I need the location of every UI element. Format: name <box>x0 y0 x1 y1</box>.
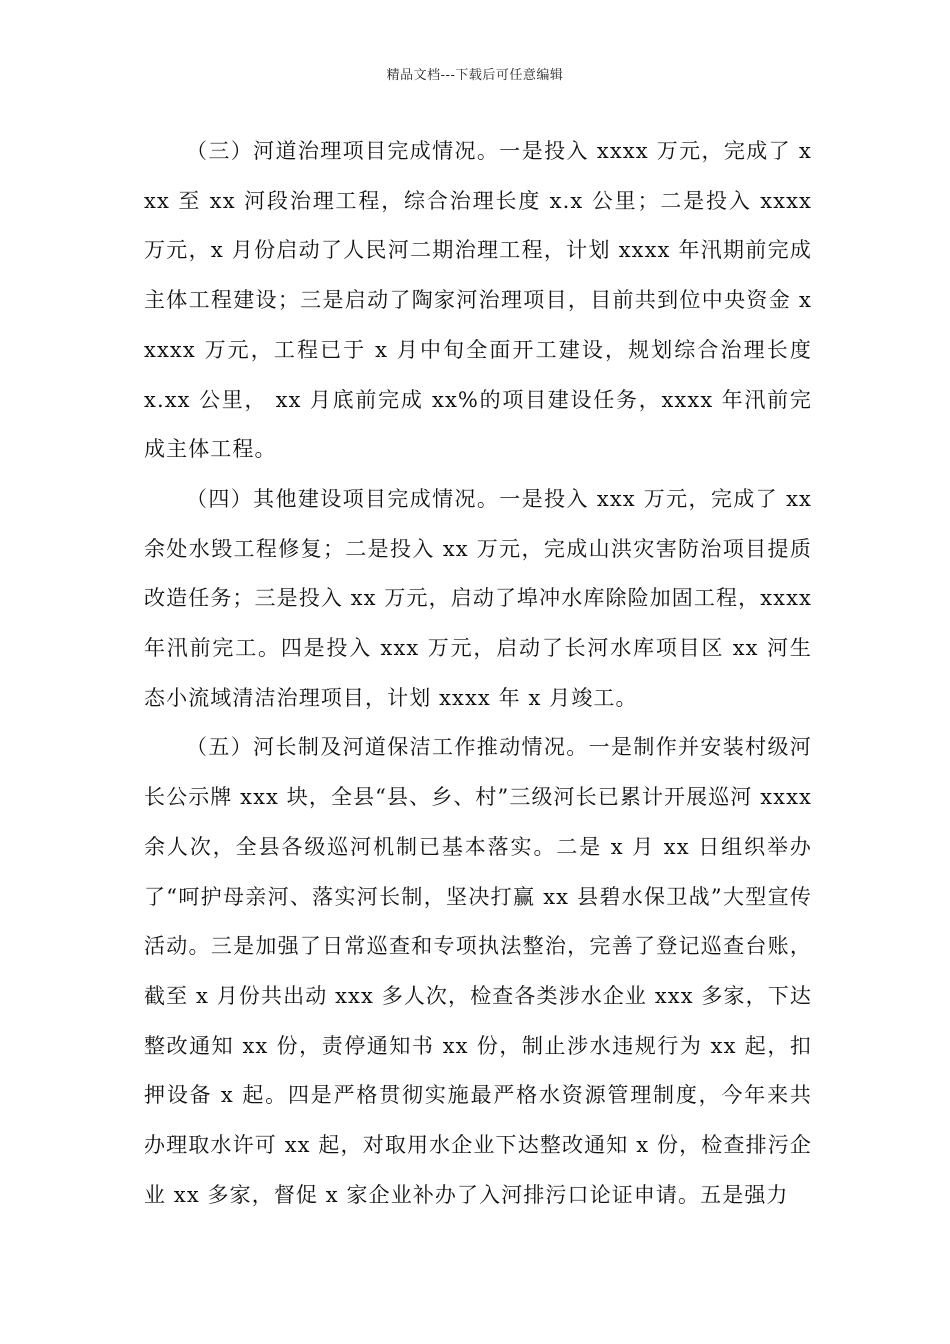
paragraph-other-projects: （四）其他建设项目完成情况。一是投入 xxx 万元，完成了 xx 余处水毁工程修复；二是投入 xx 万元，完成山洪灾害防治项目提质改造任务；三是投入 xx 万元，启动了埠冲水库除险加固工程，xxxx 年汛前完工。四是投入 xxx 万元，启动了长河水库项目区 xx 河生态小流域清洁治理项目，计划 xxxx 年 x 月竣工。 <box>144 486 812 710</box>
document-body <box>144 127 812 1220</box>
paragraph-river-governance: （三）河道治理项目完成情况。一是投入 xxxx 万元，完成了 xxx 至 xx 河段治理工程，综合治理长度 x.x 公里；二是投入 xxxx 万元，x 月份启动了人民河二期治理工程，计划 xxxx 年汛期前完成主体工程建设；三是启动了陶家河治理项目，目前共到位中央资金 xxxxx 万元，工程已于 x 月中旬全面开工建设，规划综合治理长度 x.xx 公里， xx 月底前完成 xx%的项目建设任务，xxxx 年汛前完成主体工程。 <box>144 139 812 462</box>
paragraph-river-chief-system: （五）河长制及河道保洁工作推动情况。一是制作并安装村级河长公示牌 xxx 块，全县“县、乡、村”三级河长已累计开展巡河 xxxx 余人次，全县各级巡河机制已基本落实。二是 x 月 xx 日组织举办了“呵护母亲河、落实河长制，坚决打赢 xx 县碧水保卫战”大型宣传活动。三是加强了日常巡查和专项执法整治，完善了登记巡查台账，截至 x 月份共出动 xxx 多人次，检查各类涉水企业 xxx 多家，下达整改通知 xx 份，责停通知书 xx 份，制止涉水违规行为 xx 起，扣押设备 x 起。四是严格贯彻实施最严格水资源管理制度，今年来共办理取水许可 xx 起，对取用水企业下达整改通知 x 份，检查排污企业 xx 多家，督促 x 家企业补办了入河排污口论证申请。五是强力 <box>144 735 812 1207</box>
page-header: 精品文档---下载后可任意编辑 <box>386 68 564 83</box>
